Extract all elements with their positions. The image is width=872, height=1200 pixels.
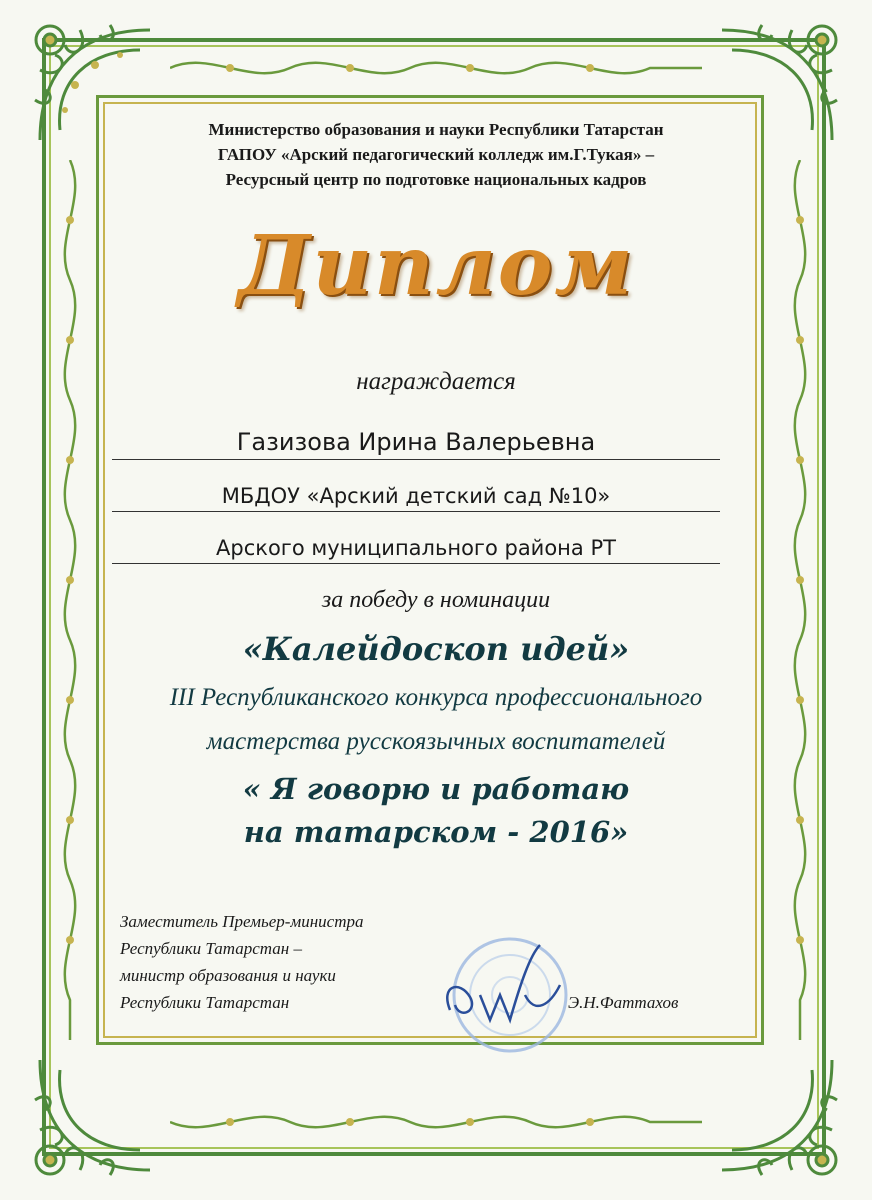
header-college: ГАПОУ «Арский педагогический колледж им.Г.Тукая» – [217,145,655,164]
signatory-line-4: Республики Татарстан [120,993,290,1012]
diploma-title: Диплом [237,218,635,314]
contest-line-3: « Я говорю и работаю [242,772,630,806]
awarded-text: награждается [356,368,516,395]
official-stamp-with-signature [430,925,580,1065]
recipient-name: Газизова Ирина Валерьевна [112,428,720,460]
header-resource-center: Ресурсный центр по подготовке национальных кадров [225,170,647,189]
signatory-name: Э.Н.Фаттахов [568,993,679,1012]
signatory-line-3: министр образования и науки [120,966,336,985]
bottom-right-ornament [702,1040,852,1190]
header-ministry: Министерство образования и науки Республики Татарстан [208,120,664,139]
recipient-organization: МБДОУ «Арский детский сад №10» [112,484,720,512]
reason-text: за победу в номинации [321,587,551,613]
contest-line-4: на татарском - 2016» [243,815,629,849]
nomination-title: «Калейдоскоп идей» [242,630,630,668]
signatory-line-2: Республики Татарстан – [120,939,302,958]
recipient-district: Арского муниципального района РТ [112,536,720,564]
bottom-left-ornament [20,1040,170,1190]
top-vine-ornament [170,46,702,90]
signatory-line-1: Заместитель Премьер-министра [120,912,364,931]
bottom-vine-ornament [170,1100,702,1144]
contest-line-1: III Республиканского конкурса профессионального [169,684,703,711]
contest-line-2: мастерства русскоязычных воспитателей [206,728,666,755]
